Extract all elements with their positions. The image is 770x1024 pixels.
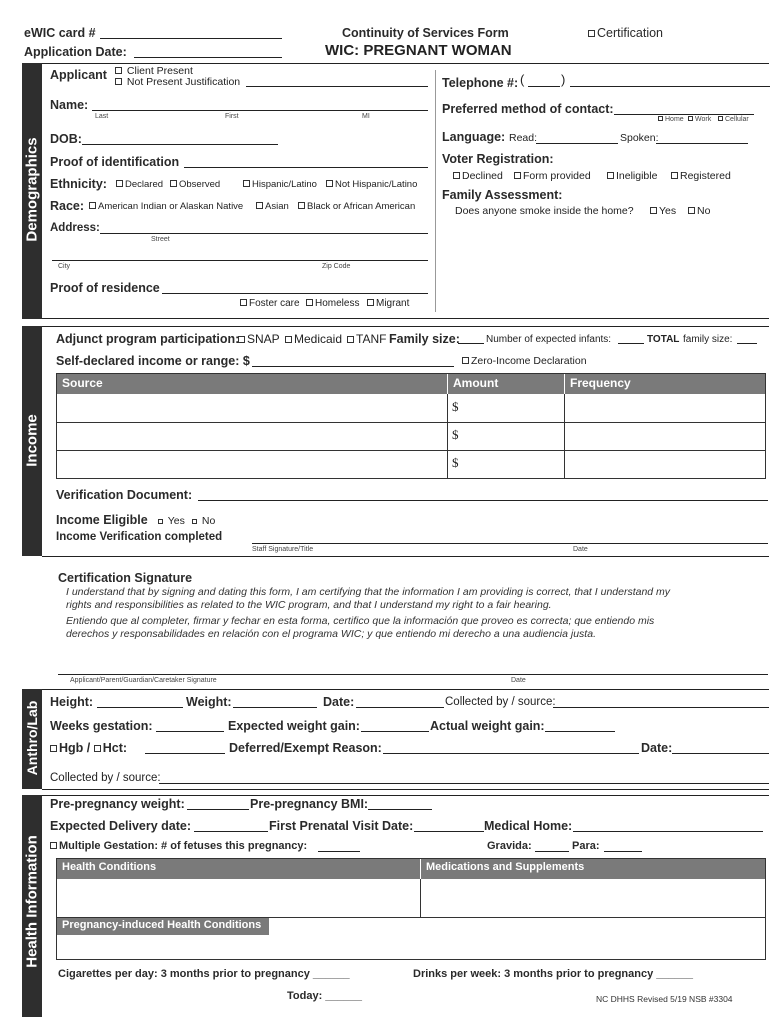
column-divider [447, 394, 448, 478]
checkbox-icon [671, 172, 678, 179]
checkbox-icon [453, 172, 460, 179]
foster-label: Foster care [249, 298, 300, 309]
telephone-field[interactable] [570, 86, 770, 87]
amount-dollar-3: $ [452, 455, 459, 470]
self-declared-label: Self-declared income or range: $ [56, 354, 250, 368]
pre-weight-field[interactable] [187, 809, 249, 810]
proof-id-field[interactable] [184, 167, 428, 168]
checkbox-icon [688, 207, 695, 214]
street-field[interactable] [100, 233, 428, 234]
area-code-field[interactable] [528, 86, 560, 87]
total-family-field[interactable] [737, 343, 757, 344]
weeks-gestation-label: Weeks gestation: [50, 719, 153, 733]
name-field[interactable] [92, 110, 428, 111]
ethnicity-observed-checkbox[interactable] [170, 179, 220, 190]
checkbox-icon [607, 172, 614, 179]
health-conditions-header: Health Conditions [57, 859, 420, 879]
actual-gain-label: Actual weight gain: [430, 719, 545, 733]
weeks-gestation-field[interactable] [156, 731, 224, 732]
home-label: Home [665, 116, 684, 123]
checkbox-icon [115, 78, 122, 85]
column-divider [435, 70, 436, 312]
today-label: Today: ______ [287, 990, 363, 1002]
zero-income-checkbox[interactable] [462, 355, 587, 367]
medicaid-label: Medicaid [294, 332, 343, 346]
registered-label: Registered [680, 170, 731, 182]
demographics-section-bar [22, 63, 42, 319]
actual-gain-field[interactable] [545, 731, 615, 732]
yes-label: Yes [659, 205, 677, 217]
source-column-header: Source [57, 374, 447, 394]
pregnancy-conditions-header: Pregnancy-induced Health Conditions [57, 918, 269, 935]
checkbox-icon [367, 299, 374, 306]
eligible-yes-checkbox[interactable] [158, 515, 185, 527]
voter-registration-label: Voter Registration: [442, 152, 554, 166]
tanf-label: TANF [356, 332, 387, 346]
checkbox-icon [462, 357, 469, 364]
dob-field[interactable] [82, 144, 278, 145]
section-rule [42, 63, 769, 64]
edd-label: Expected Delivery date: [50, 819, 192, 833]
cigarettes-label: Cigarettes per day: 3 months prior to pregnancy ______ [58, 968, 350, 980]
first-prenatal-field[interactable] [414, 831, 484, 832]
checkbox-icon [718, 116, 723, 121]
no-label: No [201, 515, 216, 527]
proof-residence-field[interactable] [162, 293, 428, 294]
pre-weight-label: Pre-pregnancy weight: [50, 797, 185, 811]
date-field[interactable] [356, 707, 444, 708]
section-rule [42, 318, 769, 319]
checkbox-icon [658, 116, 663, 121]
expected-infants-label: Number of expected infants: [486, 334, 612, 345]
amount-dollar-2: $ [452, 427, 459, 442]
street-caption: Street [151, 236, 170, 243]
checkbox-icon [50, 842, 57, 849]
application-date-field[interactable] [134, 57, 282, 58]
area-code-open: ( [520, 72, 525, 87]
income-section-title: Income [23, 414, 41, 467]
section-rule [42, 326, 769, 327]
applicant-label: Applicant [50, 68, 107, 82]
section-rule [42, 689, 769, 690]
smoke-yes-checkbox[interactable] [650, 205, 676, 217]
collected2-label: Collected by / source: [50, 772, 161, 784]
migrant-checkbox[interactable] [367, 298, 409, 309]
checkbox-icon [240, 299, 247, 306]
checkbox-icon [285, 336, 292, 343]
form-title: WIC: PREGNANT WOMAN [325, 42, 512, 59]
dob-label: DOB: [50, 132, 82, 146]
expected-gain-field[interactable] [361, 731, 429, 732]
tanf-checkbox[interactable] [347, 332, 386, 346]
language-spoken-label: Spoken: [620, 132, 659, 144]
health-section-title: Health Information [23, 835, 41, 968]
voter-ineligible-checkbox[interactable] [607, 170, 657, 182]
date2-label: Date: [641, 741, 673, 755]
applicant-signature-field[interactable] [58, 674, 768, 675]
anthro-section-title: Anthro/Lab [24, 700, 40, 776]
proof-id-label: Proof of identification [50, 155, 180, 169]
edd-field[interactable] [194, 831, 268, 832]
date2-field[interactable] [672, 753, 769, 754]
total-label: TOTAL [647, 334, 680, 345]
medical-home-label: Medical Home: [484, 819, 573, 833]
checkbox-icon [243, 180, 250, 187]
zero-income-label: Zero-Income Declaration [471, 355, 587, 367]
gravida-field[interactable] [535, 851, 569, 852]
foster-care-checkbox[interactable] [240, 298, 300, 309]
checkbox-icon [688, 116, 693, 121]
zip-caption: Zip Code [322, 263, 351, 270]
certification-text-en-2: rights and responsibilities as related to the WIC program, and that I understand my right to a fair hearing. [66, 599, 552, 611]
no-label: No [697, 205, 711, 217]
hct-label: Hct: [102, 741, 128, 755]
verification-label: Verification Document: [56, 488, 193, 502]
form-provided-label: Form provided [523, 170, 591, 182]
race-asian-checkbox[interactable] [256, 201, 289, 212]
checkbox-icon [347, 336, 354, 343]
voter-registered-checkbox[interactable] [671, 170, 731, 182]
checkbox-icon [94, 745, 101, 752]
justification-field[interactable] [246, 86, 428, 87]
section-rule [42, 556, 769, 557]
smoke-question: Does anyone smoke inside the home? [455, 205, 634, 217]
section-rule [42, 795, 769, 796]
language-read-label: Read: [509, 132, 538, 144]
checkbox-icon [306, 299, 313, 306]
address-label: Address: [50, 222, 100, 234]
gravida-label: Gravida: [487, 840, 532, 852]
checkbox-icon [650, 207, 657, 214]
checkbox-icon [588, 30, 595, 37]
first-name-caption: First [225, 113, 239, 120]
checkbox-icon [256, 202, 263, 209]
collected-by-label: Collected by / source: [445, 696, 556, 708]
column-divider [564, 394, 565, 478]
race-black-checkbox[interactable] [298, 201, 415, 212]
drinks-label: Drinks per week: 3 months prior to pregnancy ______ [413, 968, 693, 980]
black-label: Black or African American [307, 201, 416, 212]
weight-label: Weight: [186, 695, 232, 709]
certification-text-es-2: derechos y responsabilidades en relación con el programa WIC; y que entiendo mi derecho a una audiencia justa. [66, 628, 596, 640]
application-date-label: Application Date: [24, 45, 127, 59]
contact-method-label: Preferred method of contact: [442, 102, 614, 116]
weight-field[interactable] [233, 707, 317, 708]
declared-label: Declared [125, 179, 164, 190]
form-subtitle: Continuity of Services Form [342, 26, 509, 40]
checkbox-icon [170, 180, 177, 187]
checkbox-icon [116, 180, 123, 187]
expected-infants-field[interactable] [618, 343, 644, 344]
staff-signature-field[interactable] [252, 543, 768, 544]
hgb-hct-checkbox[interactable] [50, 741, 127, 755]
frequency-column-header: Frequency [564, 374, 765, 394]
checkbox-icon [89, 202, 96, 209]
checkbox-icon [158, 519, 163, 524]
not-present-checkbox[interactable] [115, 76, 240, 88]
deferred-label: Deferred/Exempt Reason: [229, 741, 382, 755]
hgb-label: Hgb / [59, 741, 94, 755]
medications-header: Medications and Supplements [420, 859, 765, 879]
asian-label: Asian [265, 201, 289, 212]
income-section-bar [22, 326, 42, 556]
homeless-checkbox[interactable] [306, 298, 359, 309]
section-rule [42, 789, 769, 790]
contact-home-checkbox[interactable] [658, 116, 684, 123]
last-name-caption: Last [95, 113, 109, 120]
checkbox-icon [192, 519, 197, 524]
checkbox-icon [326, 180, 333, 187]
pre-bmi-label: Pre-pregnancy BMI: [250, 797, 369, 811]
certification-checkbox[interactable] [588, 26, 663, 40]
certification-text-es-1: Entiendo que al completer, firmar y fechar en esta forma, certifico que la información que proveo es correcta; que entiendo mis [66, 615, 655, 627]
checkbox-icon [50, 745, 57, 752]
checkbox-icon [115, 67, 122, 74]
staff-signature-caption: Staff Signature/Title [252, 546, 314, 553]
migrant-label: Migrant [376, 298, 410, 309]
eligible-no-checkbox[interactable] [192, 515, 215, 527]
row-divider [57, 450, 765, 451]
city-caption: City [58, 263, 71, 270]
date-caption: Date [573, 546, 588, 553]
verification-completed-label: Income Verification completed [56, 531, 223, 543]
certification-text-en-1: I understand that by signing and dating this form, I am certifying that the information I am providing is correct, that I understand my [66, 586, 671, 598]
medical-home-field[interactable] [573, 831, 763, 832]
row-divider [57, 422, 765, 423]
date-label: Date: [323, 695, 355, 709]
cellular-label: Cellular [725, 116, 749, 123]
proof-residence-label: Proof of residence [50, 281, 160, 295]
language-read-field[interactable] [536, 143, 618, 144]
applicant-signature-caption: Applicant/Parent/Guardian/Caretaker Signature [70, 677, 217, 684]
amount-dollar-1: $ [452, 399, 459, 414]
height-field[interactable] [97, 707, 183, 708]
checkbox-icon [238, 336, 245, 343]
deferred-field[interactable] [383, 753, 639, 754]
multiple-gestation-label: Multiple Gestation: # of fetuses this pregnancy: [59, 840, 308, 852]
demographics-section-title: Demographics [23, 137, 41, 242]
language-spoken-field[interactable] [656, 143, 748, 144]
work-label: Work [695, 116, 712, 123]
medicaid-checkbox[interactable] [285, 332, 342, 346]
language-label: Language: [442, 130, 506, 144]
collected2-field[interactable] [159, 783, 769, 784]
ethnicity-declared-checkbox[interactable] [116, 179, 163, 190]
client-present-label: Client Present [126, 65, 193, 77]
contact-work-checkbox[interactable] [688, 116, 711, 123]
city-zip-field[interactable] [52, 260, 428, 261]
not-hispanic-label: Not Hispanic/Latino [335, 179, 418, 190]
self-declared-field[interactable] [252, 366, 454, 367]
column-divider [420, 879, 421, 918]
ethnicity-hispanic-checkbox[interactable] [243, 179, 317, 190]
ewic-card-field[interactable] [100, 38, 282, 39]
hgb-hct-field[interactable] [145, 753, 225, 754]
family-assessment-label: Family Assessment: [442, 188, 563, 202]
revision-footer: NC DHHS Revised 5/19 NSB #3304 [596, 994, 733, 1004]
snap-checkbox[interactable] [238, 332, 280, 346]
verification-field[interactable] [198, 500, 768, 501]
expected-gain-label: Expected weight gain: [228, 719, 360, 733]
declined-label: Declined [462, 170, 503, 182]
contact-cellular-checkbox[interactable] [718, 116, 749, 123]
voter-form-provided-checkbox[interactable] [514, 170, 591, 182]
telephone-label: Telephone #: [442, 76, 519, 90]
contact-method-field[interactable] [614, 114, 754, 115]
checkbox-icon [298, 202, 305, 209]
para-label: Para: [572, 840, 600, 852]
name-label: Name: [50, 98, 89, 112]
first-prenatal-label: First Prenatal Visit Date: [269, 819, 414, 833]
snap-label: SNAP [247, 332, 280, 346]
total-family-label: family size: [683, 334, 733, 345]
family-size-label: Family size: [389, 332, 460, 346]
american-indian-label: American Indian or Alaskan Native [98, 201, 244, 212]
area-code-close: ) [561, 72, 566, 87]
ethnicity-not-hispanic-checkbox[interactable] [326, 179, 417, 190]
adjunct-label: Adjunct program participation: [56, 332, 240, 346]
family-size-field[interactable] [458, 343, 484, 344]
voter-declined-checkbox[interactable] [453, 170, 503, 182]
race-american-indian-checkbox[interactable] [89, 201, 243, 212]
yes-label: Yes [167, 515, 185, 527]
health-section-bar [22, 795, 42, 1017]
hispanic-label: Hispanic/Latino [252, 179, 317, 190]
checkbox-icon [514, 172, 521, 179]
mi-caption: MI [362, 113, 370, 120]
ethnicity-label: Ethnicity: [50, 177, 107, 191]
anthro-section-bar [22, 689, 42, 789]
income-eligible-label: Income Eligible [56, 513, 148, 527]
ineligible-label: Ineligible [616, 170, 658, 182]
observed-label: Observed [179, 179, 221, 190]
certification-label: Certification [597, 26, 663, 40]
homeless-label: Homeless [315, 298, 360, 309]
ewic-card-label: eWIC card # [24, 26, 96, 40]
amount-column-header: Amount [447, 374, 564, 394]
pre-bmi-field[interactable] [368, 809, 432, 810]
certification-signature-title: Certification Signature [58, 571, 193, 585]
multiple-gestation-checkbox[interactable] [50, 840, 307, 852]
race-label: Race: [50, 199, 85, 213]
para-field[interactable] [604, 851, 642, 852]
collected-by-field[interactable] [553, 707, 769, 708]
height-label: Height: [50, 695, 94, 709]
signature-date-caption: Date [511, 677, 526, 684]
fetuses-field[interactable] [318, 851, 360, 852]
not-present-label: Not Present Justification [126, 76, 241, 88]
smoke-no-checkbox[interactable] [688, 205, 710, 217]
